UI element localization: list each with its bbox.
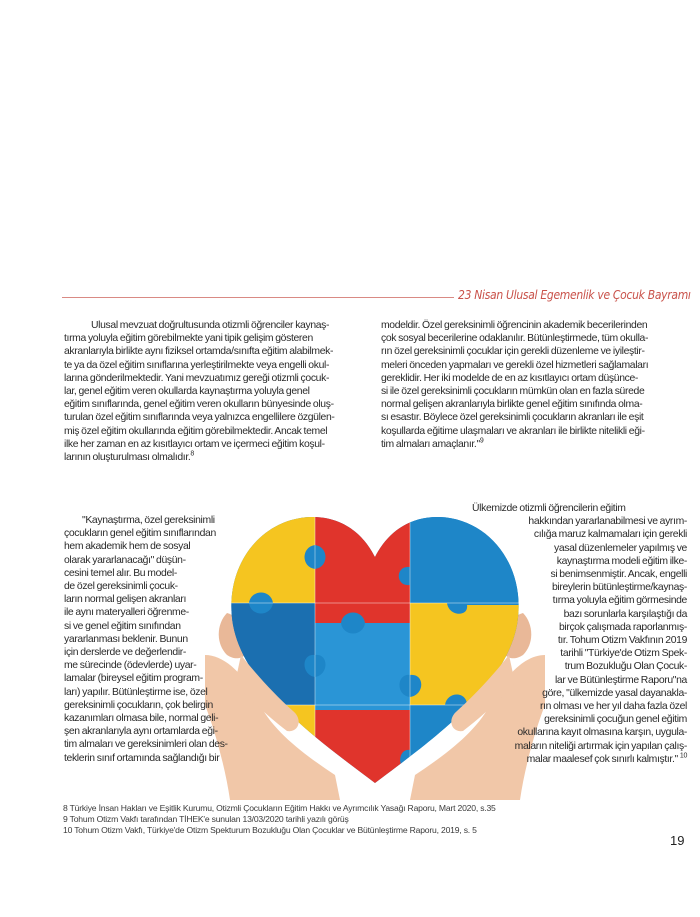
text-line: akranlarıyla birlikte aynı fiziksel ortamda/sınıfta eğitim alabilmek- [64,346,334,358]
text-line: göre, "ülkemizde yasal dayanakla- [542,687,687,699]
text-line-content: malar maalesef çok sınırlı kalmıştır." [526,753,678,765]
wrap-text-left [64,514,284,765]
text-line: hakkından yararlanabilmesi ve ayrım- [528,516,687,528]
text-line: kaynaştırma modeli eğitim ilke- [556,555,687,567]
text-line: de özel gereksinimli çocuk- [64,581,178,593]
footnote-ref: 8 [190,450,194,458]
text-line: cesini temel alır. Bu model- [64,567,177,579]
text-line: larına gönderilmektedir. Yani mevzuatımız gereği otizmli çocuk- [64,372,330,384]
header-rule [62,297,454,298]
text-line: maların niteliği artırmak için yapılan çalış- [514,740,687,752]
column-right [381,319,681,451]
text-line: Ülkemizde otizmli öğrencilerin eğitim [472,503,626,514]
text-line: lar ve Bütünleştirme Raporu"na [554,674,687,686]
text-line: yasal düzenlemeler yapılmış ve [554,542,687,554]
text-line: me sürecinde (ödevlerde) uyar- [64,660,197,672]
column-left [64,319,364,464]
text-line: yararlanması beklenir. Bunun [64,633,188,645]
text-line: modeldir. Özel gereksinimli öğrencinin akademik becerilerinden [381,320,648,331]
text-line: tır. Tohum Otizm Vakfının 2019 [557,635,687,647]
text-line: gereksinimli çocukların, çok belirgin [64,699,213,711]
footnote-ref: 9 [479,437,484,445]
text-line: rın özel gereksinimli çocuklar için gerekli düzenleme ve iyileştir- [381,346,645,358]
text-line: okullarına kayıt olmasına karşın, uygula- [517,727,687,739]
text-line: birçok çalışmada raporlanmış- [558,621,687,633]
text-line: si ve genel eğitim sınıfından [64,620,181,632]
text-line: tarihli "Türkiye'de Otizm Spek- [560,648,687,660]
text-line: tırma yoluyla eğitim görmesinde [552,595,687,607]
text-line: "Kaynaştırma, özel gereksinimli [82,515,215,526]
text-line [472,753,687,766]
text-line: teklerin sınıf ortamında sağlandığı bir [64,752,220,764]
text-line: cılığa maruz kalmamaları için gerekli [533,529,687,541]
text-line: gereksinimli çocuğun genel eğitim [544,714,687,726]
text-line: si benimsenmiştir. Ancak, engelli [550,569,687,581]
text-line: koşullarda eğitime ulaşmaları ve akranları ile birlikte nitelikli eği- [381,425,645,437]
text-line: trum Bozukluğu Olan Çocuk- [564,661,687,673]
page-number: 19 [670,833,685,848]
text-line: ları) yapılır. Bütünleştirme ise, özel [64,686,208,698]
text-line: sı esastır. Böylece özel gereksinimli çocukların akranları ile eşit [381,412,644,424]
text-line: gereklidir. Her iki modelde de en az kısıtlayıcı ortam düşünce- [381,372,639,384]
text-line: lamalar (bireysel eğitim program- [64,673,203,685]
wrap-text-right [472,502,687,766]
text-line: olarak yararlanacağı" düşün- [64,554,186,566]
text-line [64,451,364,464]
text-line: bazı sorunlarla karşılaştığı da [563,608,687,620]
text-line: tim almaları ve gereksinimleri olan des- [64,739,228,751]
text-line: lar, genel eğitim veren okullarda kaynaştırma yoluyla genel [64,386,310,398]
text-line: kazanımları olmasa bile, normal geli- [64,713,219,725]
text-line: şen akranlarıyla aynı ortamlarda eği- [64,726,218,738]
text-line: eğitim sınıflarında, genel eğitim veren okulların bünyesinde oluş- [64,399,334,411]
text-line: için derslerde ve değerlendir- [64,647,186,659]
text-line: Ulusal mevzuat doğrultusunda otizmli öğrenciler kaynaş- [91,320,330,331]
text-line: ların normal gelişen akranları [64,594,186,606]
text-line: tırma yoluyla eğitim görebilmekte yani tipik gelişim gösteren [64,333,313,345]
text-line: ilke her zaman en az kısıtlayıcı ortam ve içermeci eğitim koşul- [64,438,325,450]
footnotes [63,803,663,836]
puzzle-piece-red-top [315,505,410,623]
text-line: meleri önceden yapmaları ve gerekli özel hizmetleri sağlamaları [381,359,649,371]
running-header: 23 Nisan Ulusal Egemenlik ve Çocuk Bayramı [458,288,691,302]
text-line: hem akademik hem de sosyal [64,541,191,553]
text-line: te ya da özel eğitim sınıflarına yerleştirilmekte veya engelli okul- [64,359,330,371]
text-line: çok sosyal becerilerine odaklanılır. Bütünleştirmede, tüm okulla- [381,333,649,345]
footnote-8: 8 Türkiye İnsan Hakları ve Eşitlik Kurumu, Otizmli Çocukların Eğitim Hakkı ve Ayrımcılık Yasağı Raporu, Mart 2020, s.35 [63,803,496,813]
text-line: çocukların genel eğitim sınıflarından [64,528,216,540]
text-line: bireylerin bütünleştirme/kaynaş- [552,582,687,594]
footnote-ref: 10 [679,752,687,760]
text-line-content: tim almaları amaçlanır." [381,438,480,450]
text-line: si ile özel gereksinimli çocukların mümkün olan en fazla sürede [381,386,645,398]
puzzle-piece-blue-center [315,623,410,710]
text-line: ile aynı materyalleri öğrenme- [64,607,189,619]
text-line: turulan özel eğitim sınıflarında veya yalnızca engellilere özgülen- [64,412,335,424]
text-line: miş özel eğitim okullarında eğitim görebilmektedir. Ancak temel [64,425,328,437]
text-line: normal gelişen akranlarıyla birlikte genel eğitim sınıfında olma- [381,399,643,411]
text-line-content: larının oluşturulması olmalıdır. [64,452,191,464]
footnote-9: 9 Tohum Otizm Vakfı tarafından TİHEK'e sunulan 13/03/2020 tarihli yazılı görüş [63,814,349,824]
text-line [381,438,681,451]
footnote-10: 10 Tohum Otizm Vakfı, Türkiye'de Otizm Spekturum Bozukluğu Olan Çocuklar ve Bütünleştirme Raporu, 2019, s. 5 [63,825,477,835]
text-line: rın olması ve her yıl daha fazla özel [540,701,687,713]
